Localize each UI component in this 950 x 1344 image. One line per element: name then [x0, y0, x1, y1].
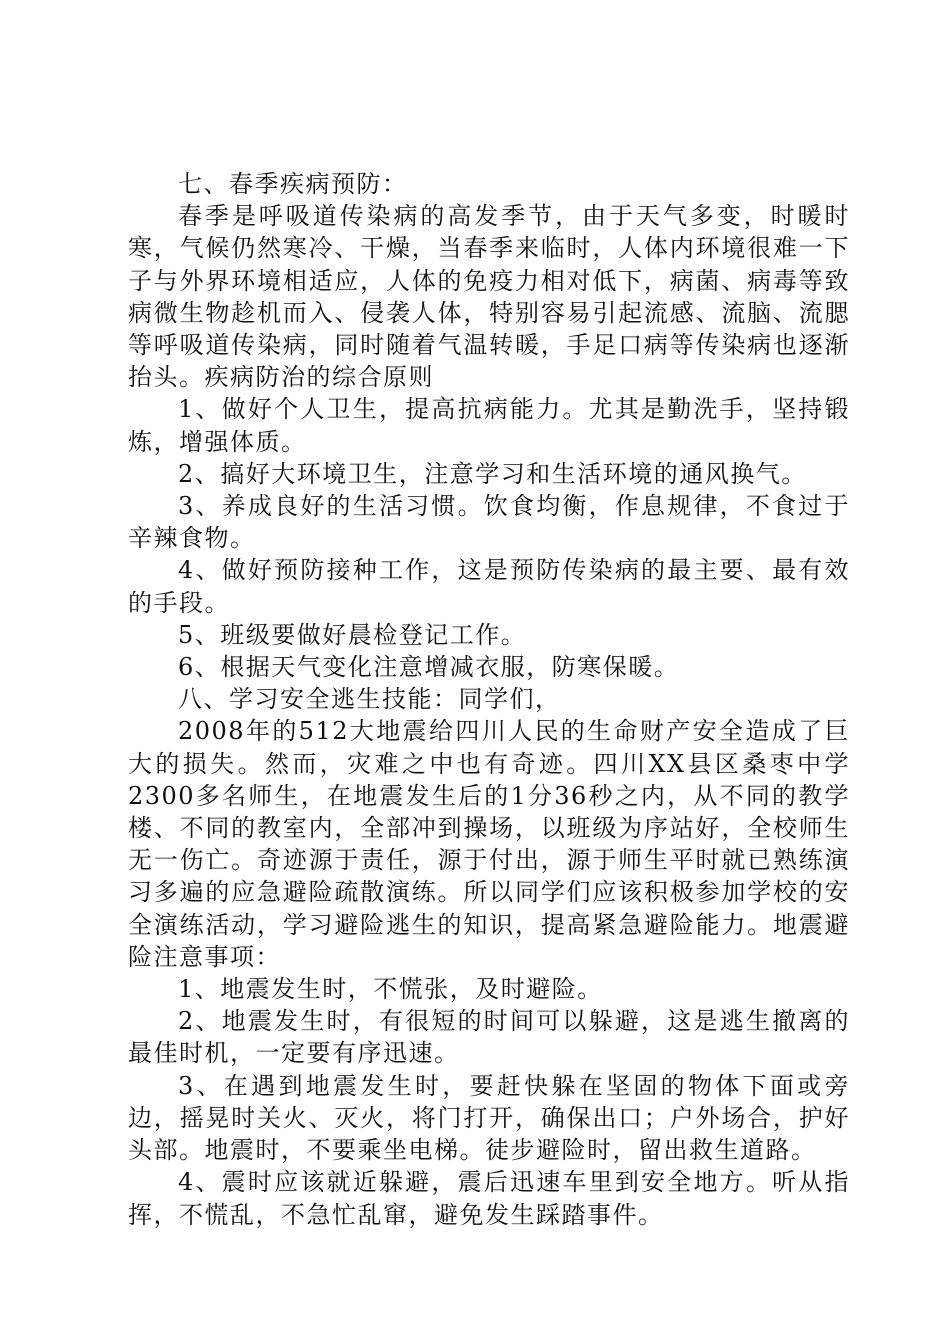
section-heading-escape-skills: 八、学习安全逃生技能：同学们， [178, 685, 561, 714]
list-item: 5、班级要做好晨检登记工作。 [178, 620, 527, 649]
paragraph: 春季是呼吸道传染病的高发季节，由于天气多变，时暖时寒，气候仍然寒冷、干燥，当春季来临时，人体内环境很难一下子与外界环境相适应，人体的免疫力相对低下，病菌、病毒等致病微生物趁机而入、侵袭人体，特别容易引起流感、流脑、流腮等呼吸道传染病，同时随着气温转暖，手足口病等传染病也逐渐抬头。疾病防治的综合原则 [128, 202, 850, 392]
list-item: 3、在遇到地震发生时，要赶快躲在坚固的物体下面或旁边，摇晃时关火、灭火，将门打开，确保出口；户外场合，护好头部。地震时，不要乘坐电梯。徒步避险时，留出救生道路。 [128, 1071, 850, 1165]
paragraph: 2008年的512大地震给四川人民的生命财产安全造成了巨大的损失。然而，灾难之中也有奇迹。四川XX县区桑枣中学2300多名师生，在地震发生后的1分36秒之内，从不同的教学楼、不同的教室内，全部冲到操场，以班级为序站好，全校师生无一伤亡。奇迹源于责任，源于付出，源于师生平时就已熟练演习多遍的应急避险疏散演练。所以同学们应该积极参加学校的安全演练活动，学习避险逃生的知识，提高紧急避险能力。地震避险注意事项： [128, 717, 850, 971]
list-item: 4、做好预防接种工作，这是预防传染病的最主要、最有效的手段。 [128, 556, 850, 617]
list-item: 1、做好个人卫生，提高抗病能力。尤其是勤洗手，坚持锻炼，增强体质。 [128, 395, 850, 456]
list-item: 4、震时应该就近躲避，震后迅速车里到安全地方。听从指挥，不慌乱，不急忙乱窜，避免发生踩踏事件。 [128, 1168, 850, 1229]
list-item: 2、地震发生时，有很短的时间可以躲避，这是逃生撤离的最佳时机，一定要有序迅速。 [128, 1007, 850, 1068]
list-item: 2、搞好大环境卫生，注意学习和生活环境的通风换气。 [178, 459, 807, 488]
section-heading-spring-disease: 七、春季疾病预防： [178, 170, 408, 198]
list-item: 6、根据天气变化注意增减衣服，防寒保暖。 [178, 653, 680, 682]
document-body [128, 168, 850, 1231]
list-item: 1、地震发生时，不慌张，及时避险。 [178, 975, 603, 1004]
list-item: 3、养成良好的生活习惯。饮食均衡，作息规律，不食过于辛辣食物。 [128, 492, 850, 553]
